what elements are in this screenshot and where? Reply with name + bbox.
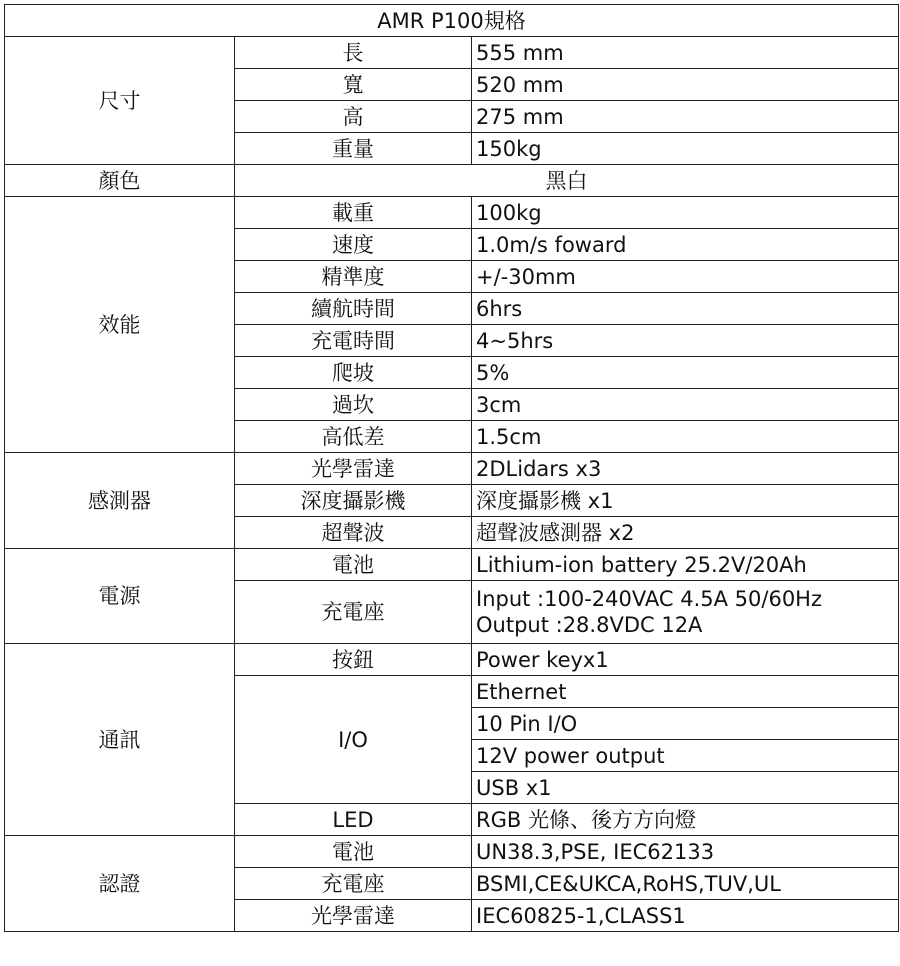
spec-name-cell: 超聲波 — [235, 517, 472, 549]
spec-value-cell: 3cm — [472, 389, 899, 421]
table-row — [5, 644, 899, 676]
spec-name-cell: 過坎 — [235, 389, 472, 421]
spec-name-cell: LED — [235, 804, 472, 836]
spec-name-cell: 長 — [235, 37, 472, 69]
spec-value-cell: USB x1 — [472, 772, 899, 804]
spec-name-cell: 充電座 — [235, 581, 472, 644]
spec-name-cell: 載重 — [235, 197, 472, 229]
spec-value-cell: Power keyx1 — [472, 644, 899, 676]
spec-value-cell: RGB 光條、後方方向燈 — [472, 804, 899, 836]
spec-value-cell: 1.0m/s foward — [472, 229, 899, 261]
spec-value-cell: 100kg — [472, 197, 899, 229]
spec-name-cell: 充電時間 — [235, 325, 472, 357]
spec-value-cell: 超聲波感測器 x2 — [472, 517, 899, 549]
spec-name-cell: 深度攝影機 — [235, 485, 472, 517]
spec-value-cell: 555 mm — [472, 37, 899, 69]
table-row — [5, 197, 899, 229]
table-row — [5, 165, 899, 197]
table-title: AMR P100規格 — [5, 5, 899, 37]
spec-name-cell: 重量 — [235, 133, 472, 165]
table-row — [5, 453, 899, 485]
category-cell: 感測器 — [5, 453, 235, 549]
spec-value-cell: 10 Pin I/O — [472, 708, 899, 740]
spec-value-cell: Lithium-ion battery 25.2V/20Ah — [472, 549, 899, 581]
spec-name-cell: 高低差 — [235, 421, 472, 453]
spec-table-body — [5, 5, 899, 932]
spec-value-cell: IEC60825-1,CLASS1 — [472, 900, 899, 932]
spec-value-line: Input :100-240VAC 4.5A 50/60Hz — [476, 587, 822, 611]
spec-value-cell: 6hrs — [472, 293, 899, 325]
spec-name-cell: 充電座 — [235, 868, 472, 900]
category-cell: 顏色 — [5, 165, 235, 197]
spec-value-cell: 2DLidars x3 — [472, 453, 899, 485]
spec-value-line: Output :28.8VDC 12A — [476, 613, 703, 637]
category-cell: 通訊 — [5, 644, 235, 836]
spec-value-cell: +/-30mm — [472, 261, 899, 293]
category-cell: 尺寸 — [5, 37, 235, 165]
spec-value-cell: BSMI,CE&UKCA,RoHS,TUV,UL — [472, 868, 899, 900]
spec-name-cell: 寬 — [235, 69, 472, 101]
spec-name-cell: 光學雷達 — [235, 453, 472, 485]
spec-name-cell: 精準度 — [235, 261, 472, 293]
spec-name-cell: 續航時間 — [235, 293, 472, 325]
spec-value-cell: 深度攝影機 x1 — [472, 485, 899, 517]
spec-name-cell: 電池 — [235, 836, 472, 868]
spec-name-cell: 電池 — [235, 549, 472, 581]
category-cell: 認證 — [5, 836, 235, 932]
spec-value-cell: 275 mm — [472, 101, 899, 133]
spec-name-cell: 速度 — [235, 229, 472, 261]
spec-name-cell: 按鈕 — [235, 644, 472, 676]
spec-name-cell: 高 — [235, 101, 472, 133]
spec-value-cell — [472, 581, 899, 644]
spec-value-cell: Ethernet — [472, 676, 899, 708]
table-row — [5, 549, 899, 581]
spec-value-cell: 150kg — [472, 133, 899, 165]
spec-table — [4, 4, 899, 932]
spec-value-cell: UN38.3,PSE, IEC62133 — [472, 836, 899, 868]
spec-value-cell: 520 mm — [472, 69, 899, 101]
full-value-cell: 黑白 — [235, 165, 899, 197]
table-row — [5, 836, 899, 868]
category-cell: 電源 — [5, 549, 235, 644]
spec-value-cell: 1.5cm — [472, 421, 899, 453]
spec-value-cell: 12V power output — [472, 740, 899, 772]
table-row — [5, 37, 899, 69]
spec-value-cell: 5% — [472, 357, 899, 389]
spec-name-cell: 光學雷達 — [235, 900, 472, 932]
spec-value-cell: 4~5hrs — [472, 325, 899, 357]
title-row — [5, 5, 899, 37]
spec-name-cell: I/O — [235, 676, 472, 804]
spec-name-cell: 爬坡 — [235, 357, 472, 389]
category-cell: 效能 — [5, 197, 235, 453]
